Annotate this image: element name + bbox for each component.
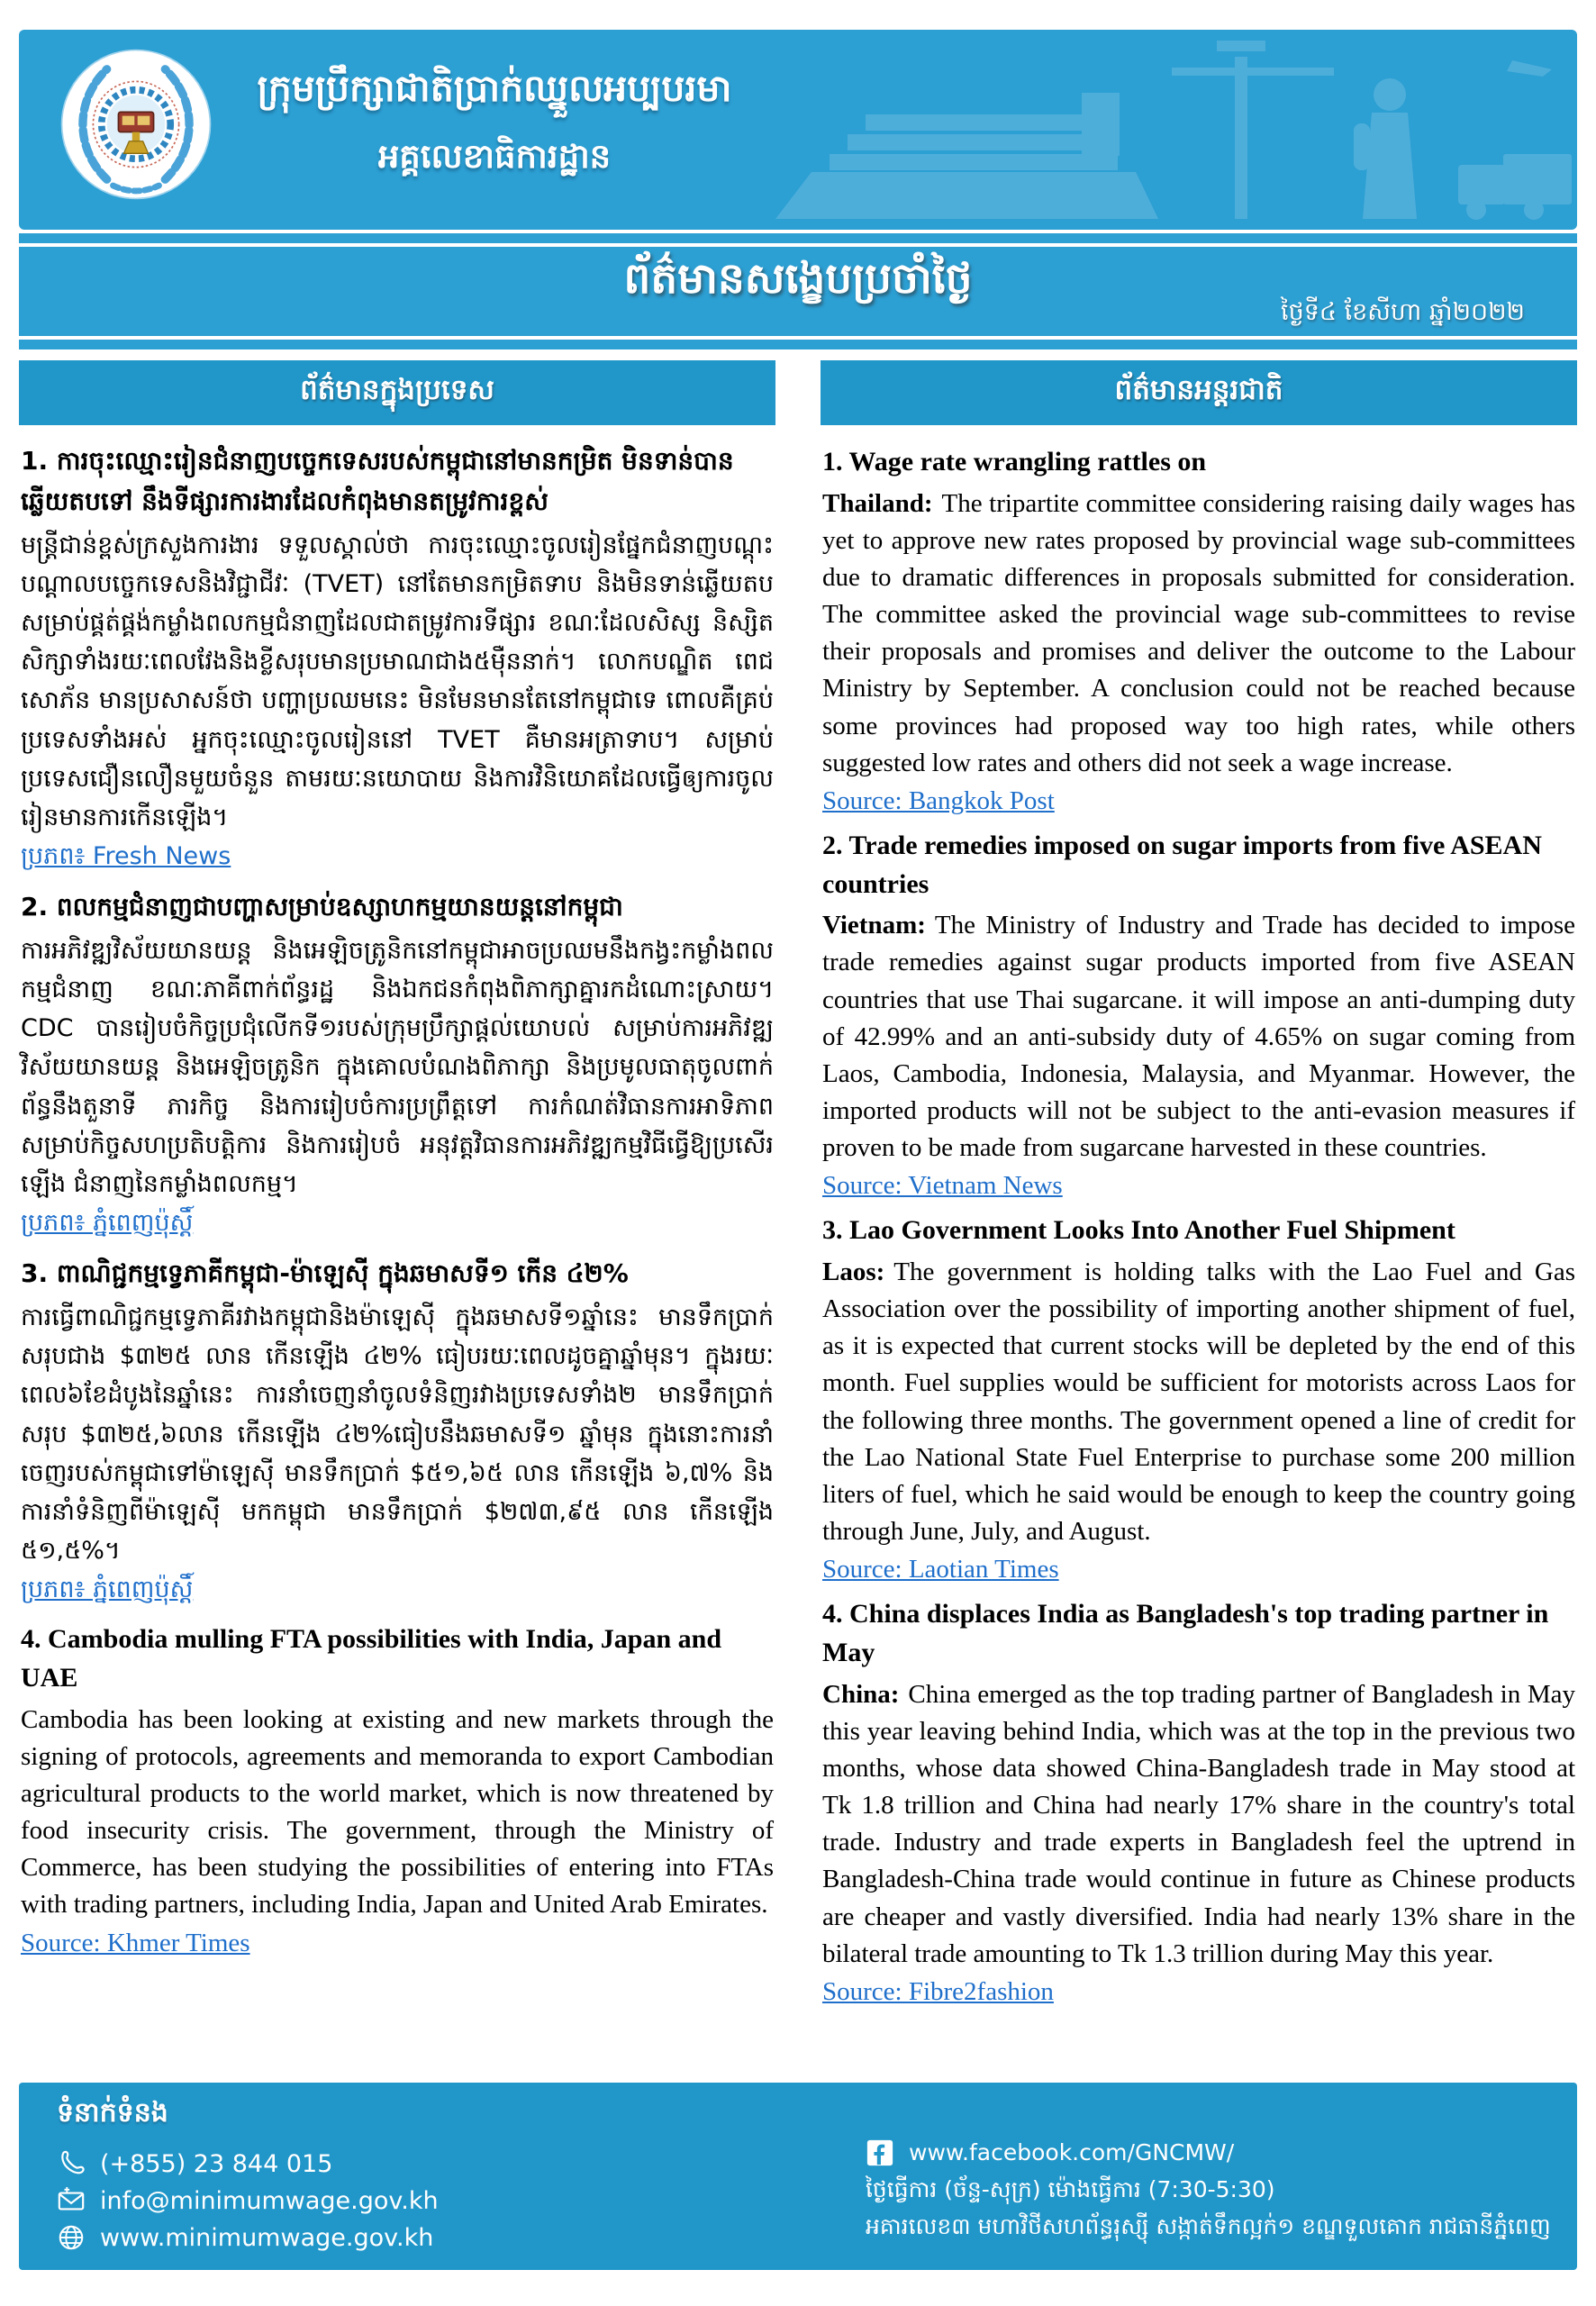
international-news-column bbox=[821, 360, 1577, 2074]
working-hours: ថ្ងៃធ្វើការ (ច័ន្ទ-សុក្រ) ម៉ោងធ្វើការ (7:30-5:30) bbox=[866, 2175, 1275, 2202]
email-address[interactable]: info@minimumwage.gov.kh bbox=[100, 2186, 439, 2215]
article-body bbox=[822, 1254, 1575, 1550]
org-name-block bbox=[215, 66, 774, 185]
article-body: ការអភិវឌ្ឍវិស័យយានយន្ត និងអេឡិចត្រូនិកនៅកម្ពុជាអាចប្រឈមនឹងកង្វះកម្លាំងពលកម្មជំនាញ ខណៈភាគីពាក់ព័ន្ធរដ្ឋ និងឯកជនកំពុងពិភាក្សាគ្នារកដំណោះស្រាយ។ CDC បានរៀបចំកិច្ចប្រជុំលើកទី១របស់ក្រុមប្រឹក្សាផ្តល់យោបល់ សម្រាប់ការអភិវឌ្ឍវិស័យយានយន្ត និងអេឡិចត្រូនិក ក្នុងគោលបំណងពិភាក្សា និងប្រមូលធាតុចូលពាក់ព័ន្ធនឹងតួនាទី ភារកិច្ច និងការរៀបចំការប្រព្រឹត្តទៅ ការកំណត់វិធានការអាទិភាពសម្រាប់កិច្ចសហប្រតិបត្តិការ និងការរៀបចំ អនុវត្តវិធានការអភិវឌ្ឍកម្មវិធីធ្វើឱ្យប្រសើរឡើង ជំនាញនៃកម្លាំងពលកម្ម។ bbox=[21, 936, 774, 1199]
news-article bbox=[822, 443, 1575, 820]
facebook-row bbox=[866, 2138, 1577, 2168]
globe-icon bbox=[57, 2223, 86, 2252]
article-title: 3. Lao Government Looks Into Another Fuel Shipment bbox=[822, 1215, 1455, 1246]
article-body: ការធ្វើពាណិជ្ជកម្មទ្វេភាគីរវាងកម្ពុជានិងម៉ាឡេស៊ី ក្នុងឆមាសទី១ឆ្នាំនេះ មានទឹកប្រាក់សរុបជាង $៣២៥ លាន កើនឡើង ៤២% ធៀបរយៈពេលដូចគ្នាឆ្នាំមុន។ ក្នុងរយៈពេល៦ខែដំបូងនៃឆ្នាំនេះ ការនាំចេញនាំចូលទំនិញរវាងប្រទេសទាំង២ មានទឹកប្រាក់សរុប $៣២៥,៦លាន កើនឡើង ៤២%ធៀបនឹងឆមាសទី១ ឆ្នាំមុន ក្នុងនោះការនាំចេញរបស់កម្ពុជាទៅម៉ាឡេស៊ី មានទឹកប្រាក់ $៥១,៦៥ លាន កើនឡើង ៦,៧% និងការនាំទំនិញពីម៉ាឡេស៊ី មកកម្ពុជា មានទឹកប្រាក់ $២៧៣,៩៥ លាន កើនឡើង ៥១,៥%។ bbox=[21, 1303, 774, 1566]
website-row bbox=[57, 2223, 759, 2252]
article-lead: Laos: bbox=[822, 1257, 885, 1286]
phone-icon bbox=[57, 2149, 86, 2178]
office-address: អគារលេខ៣ មហាវិថីសហព័ន្ធរុស្ស៊ី សង្កាត់ទឹកល្អក់១ ខណ្ឌទួលគោក រាជធានីភ្នំពេញ bbox=[866, 2212, 1551, 2239]
article-title: 1. Wage rate wrangling rattles on bbox=[822, 447, 1207, 477]
news-article bbox=[21, 1254, 774, 1613]
divider-strip-top bbox=[19, 233, 1577, 243]
article-body bbox=[822, 1676, 1575, 1973]
source-link[interactable]: Source: Vietnam News bbox=[822, 1171, 1063, 1201]
source-link[interactable]: ប្រភព៖ ភ្នំពេញប៉ុស្តិ៍ bbox=[21, 1575, 194, 1604]
email-icon bbox=[57, 2186, 86, 2215]
masthead bbox=[19, 30, 1577, 230]
source-link[interactable]: Source: Bangkok Post bbox=[822, 785, 1055, 815]
article-body bbox=[822, 907, 1575, 1167]
article-body bbox=[822, 486, 1575, 782]
domestic-news-column bbox=[19, 360, 775, 2074]
article-lead: China: bbox=[822, 1679, 900, 1709]
international-news-body bbox=[821, 425, 1577, 2011]
article-text: The tripartite committee considering raising daily wages has yet to approve new rates proposed by provincial wage sub-committees due to dramatic differences in proposals submitted for consideration. The committee asked the provincial wage sub-committees to revise their proposals and promises and deliver the outcome to the Labour Ministry by September. A conclusion could not be reached because some provinces had proposed way too high rates, while others suggested low rates and others did not seek a wage increase. bbox=[822, 488, 1575, 777]
domestic-news-body bbox=[19, 425, 775, 1962]
divider-strip-bottom bbox=[19, 340, 1577, 350]
article-title: 3. ពាណិជ្ជកម្មទ្វេភាគីកម្ពុជា-ម៉ាឡេស៊ី ក្នុងឆមាសទី១ កើន ៤២% bbox=[21, 1258, 629, 1289]
email-row bbox=[57, 2186, 759, 2215]
news-article bbox=[21, 887, 774, 1247]
article-lead: Thailand: bbox=[822, 488, 933, 518]
source-link[interactable]: Source: Laotian Times bbox=[822, 1555, 1059, 1584]
news-article bbox=[21, 1621, 774, 1961]
article-body: មន្ត្រីជាន់ខ្ពស់ក្រសួងការងារ ទទួលស្គាល់ថា ការចុះឈ្មោះចូលរៀនផ្នែកជំនាញបណ្តុះបណ្តាលបច្ចេកទេសនិងវិជ្ជាជីវៈ (TVET) នៅតែមានកម្រិតទាប និងមិនទាន់ឆ្លើយតបសម្រាប់ផ្គត់ផ្គង់កម្លាំងពលកម្មជំនាញដែលជាតម្រូវការទីផ្សារ ខណៈដែលសិស្ស និស្សិតសិក្សាទាំងរយៈពេលវែងនិងខ្លីសរុបមានប្រមាណជាង៥ម៉ឺននាក់។ លោកបណ្ឌិត ពេជ សោភ័ន មានប្រសាសន៍ថា បញ្ហាប្រឈមនេះ មិនមែនមានតែនៅកម្ពុជាទេ ពោលគឺគ្រប់ប្រទេសទាំងអស់ អ្នកចុះឈ្មោះចូលរៀននៅ TVET គឺមានអត្រាទាប។ សម្រាប់ប្រទេសជឿនលឿនមួយចំនួន តាមរយៈនយោបាយ និងការវិនិយោគដែលធ្វើឲ្យការចូលរៀនមានការកើនឡើង។ bbox=[21, 531, 774, 831]
news-article bbox=[822, 1212, 1575, 1588]
article-text: The government is holding talks with the Lao Fuel and Gas Association over the possibility of importing another shipment of fuel, as it is expected that current stocks will be depleted by the end of this month. Fuel supplies would be sufficient for motorists across Laos for the following three months. The government opened a line of credit for the Lao National State Fuel Enterprise to purchase some 200 million liters of fuel, which he said would be enough to keep the country going through June, July, and August. bbox=[822, 1257, 1575, 1547]
article-lead: Vietnam: bbox=[822, 911, 926, 940]
page-footer bbox=[19, 2083, 1577, 2270]
domestic-news-header: ព័ត៌មានក្នុងប្រទេស bbox=[19, 360, 775, 425]
article-title: 2. Trade remedies imposed on sugar imports from five ASEAN countries bbox=[822, 830, 1542, 899]
address-row bbox=[866, 2211, 1577, 2242]
article-title: 2. ពលកម្មជំនាញជាបញ្ហាសម្រាប់ឧស្សាហកម្មយានយន្តនៅកម្ពុជា bbox=[21, 892, 623, 922]
org-name: ក្រុមប្រឹក្សាជាតិប្រាក់ឈ្នួលអប្បបរមា bbox=[257, 67, 732, 110]
ministry-logo bbox=[59, 48, 213, 201]
source-link[interactable]: ប្រភព៖ Fresh News bbox=[21, 842, 231, 871]
title-band bbox=[19, 247, 1577, 336]
org-department: អគ្គលេខាធិការដ្ឋាន bbox=[377, 137, 612, 176]
page-title: ព័ត៌មានសង្ខេបប្រចាំថ្ងៃ bbox=[623, 254, 973, 304]
article-text: The Ministry of Industry and Trade has decided to impose trade remedies against sugar products imported from five ASEAN countries that use Thai sugarcane. it will impose an anti-dumping duty of 42.99% and an anti-subsidy duty of 4.65% on sugar coming from Laos, Cambodia, Indonesia, Malaysia, and Myanmar. However, the imported products will not be subject to the anti-evasion measures if proven to be made from sugarcane harvested in these countries. bbox=[822, 911, 1575, 1163]
port-watermark bbox=[748, 30, 1577, 230]
article-title: 4. China displaces India as Bangladesh's top trading partner in May bbox=[822, 1599, 1549, 1667]
issue-date: ថ្ងៃទី៤ ខែសីហា ឆ្នាំ២០២២ bbox=[1281, 298, 1525, 326]
contact-heading: ទំនាក់ទំនង bbox=[57, 2097, 168, 2129]
article-text: China emerged as the top trading partner of Bangladesh in May this year leaving behind India, which was at the top in the previous two months, whose data showed China-Bangladesh trade in May stood at Tk 1.8 trillion and China had nearly 17% share in the country's total trade. Industry and trade experts in Bangladesh feel the uptrend in Bangladesh-China trade would continue in future as Chinese products are cheaper and vastly diversified. India had nearly 13% share in the bilateral trade amounting to Tk 1.3 trillion during May this year. bbox=[822, 1679, 1575, 1968]
news-article bbox=[822, 827, 1575, 1204]
working-hours-row bbox=[866, 2174, 1577, 2205]
source-link[interactable]: Source: Khmer Times bbox=[21, 1928, 250, 1957]
news-article bbox=[21, 441, 774, 880]
footer-social-block bbox=[866, 2131, 1577, 2247]
source-link[interactable]: ប្រភព៖ ភ្នំពេញប៉ុស្តិ៍ bbox=[21, 1209, 194, 1238]
phone-number: (+855) 23 844 015 bbox=[100, 2149, 333, 2178]
footer-contact-block bbox=[57, 2092, 759, 2260]
source-link[interactable]: Source: Fibre2fashion bbox=[822, 1976, 1054, 2006]
facebook-url[interactable]: www.facebook.com/GNCMW/ bbox=[909, 2139, 1235, 2165]
article-title: 1. ការចុះឈ្មោះរៀនជំនាញបច្ចេកទេសរបស់កម្ពុជានៅមានកម្រិត មិនទាន់បានឆ្លើយតបទៅ នឹងទីផ្សារការងារដែលកំពុងមានតម្រូវការខ្ពស់ bbox=[21, 446, 734, 516]
article-title: 4. Cambodia mulling FTA possibilities with India, Japan and UAE bbox=[21, 1624, 722, 1693]
phone-row bbox=[57, 2149, 759, 2178]
news-article bbox=[822, 1595, 1575, 2011]
article-body: Cambodia has been looking at existing and new markets through the signing of protocols, agreements and memoranda to export Cambodian agricultural products to the world market, which is now threatened by food insecurity crisis. The government, through the Ministry of Commerce, has been studying the possibilities of entering into FTAs with trading partners, including India, Japan and United Arab Emirates. bbox=[21, 1704, 774, 1920]
website-url[interactable]: www.minimumwage.gov.kh bbox=[100, 2223, 434, 2252]
facebook-icon bbox=[866, 2138, 894, 2167]
international-news-header: ព័ត៌មានអន្តរជាតិ bbox=[821, 360, 1577, 425]
